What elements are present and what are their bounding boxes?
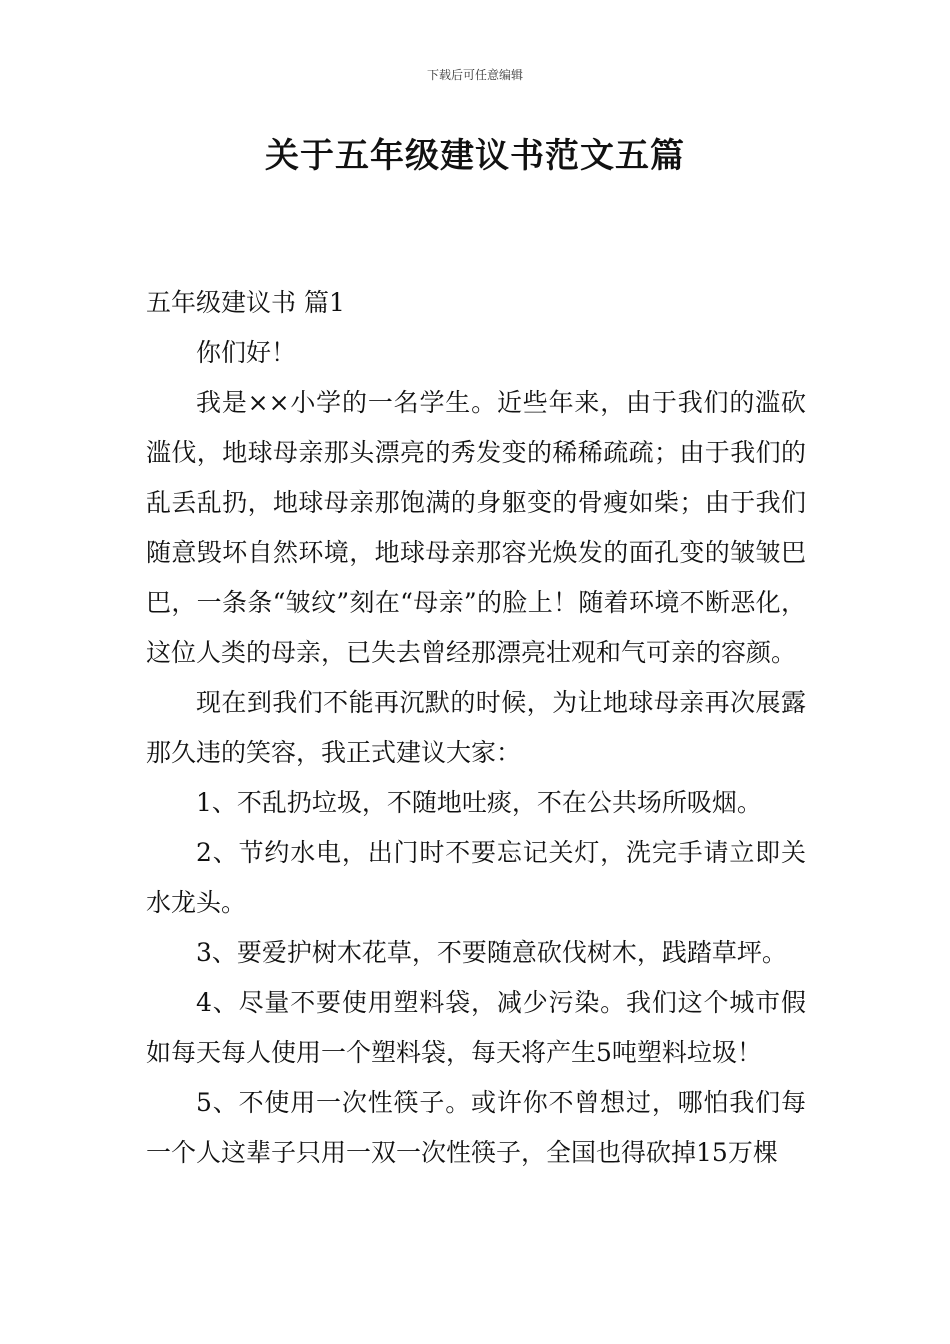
section-heading: 五年级建议书 篇1	[146, 288, 345, 317]
paragraph-proposal: 现在到我们不能再沉默的时候，为让地球母亲再次展露那久违的笑容，我正式建议大家：	[146, 688, 806, 767]
header-note: 下载后可任意编辑	[426, 68, 523, 82]
suggestion-item-3: 3、要爱护树木花草，不要随意砍伐树木，践踏草坪。	[196, 938, 787, 967]
suggestion-item-4: 4、尽量不要使用塑料袋，减少污染。我们这个城市假如每天每人使用一个塑料袋，每天将产生5吨塑料垃圾！	[146, 988, 806, 1067]
suggestion-item-2: 2、节约水电，出门时不要忘记关灯，洗完手请立即关水龙头。	[146, 838, 806, 917]
paragraph-intro: 我是××小学的一名学生。近些年来，由于我们的滥砍滥伐，地球母亲那头漂亮的秀发变的稀稀疏疏；由于我们的乱丢乱扔，地球母亲那饱满的身躯变的骨瘦如柴；由于我们随意毁坏自然环境，地球母亲那容光焕发的面孔变的皱皱巴巴，一条条“皱纹”刻在“母亲”的脸上！随着环境不断恶化，这位人类的母亲，已失去曾经那漂亮壮观和气可亲的容颜。	[146, 388, 806, 667]
document-title: 关于五年级建议书范文五篇	[265, 136, 685, 176]
paragraph-greeting: 你们好！	[196, 338, 297, 367]
suggestion-item-5: 5、不使用一次性筷子。或许你不曾想过，哪怕我们每一个人这辈子只用一双一次性筷子，全国也得砍掉15万棵	[146, 1088, 806, 1167]
document-body	[146, 278, 806, 1178]
suggestion-item-1: 1、不乱扔垃圾，不随地吐痰，不在公共场所吸烟。	[196, 788, 762, 817]
